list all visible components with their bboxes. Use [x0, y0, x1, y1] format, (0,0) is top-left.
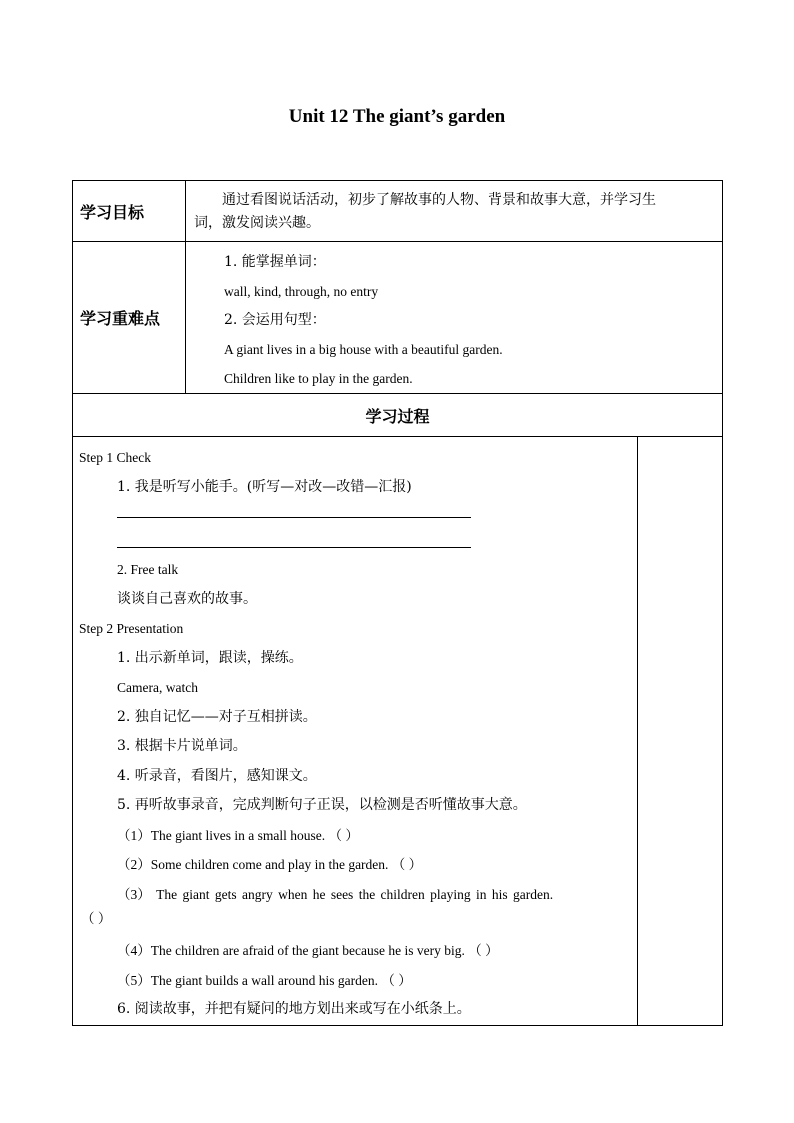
goal-row [73, 181, 723, 242]
goal-content [186, 181, 723, 242]
step-2-words: Camera, watch [117, 680, 198, 695]
lesson-plan-table [72, 180, 723, 1026]
step-2-item-4: 4. 听录音，看图片，感知课文。 [117, 767, 317, 784]
goal-line-1: 通过看图说话活动，初步了解故事的人物、背景和故事大意，并学习生 [222, 192, 656, 208]
step-2-item-6: 6. 阅读故事，并把有疑问的地方划出来或写在小纸条上。 [117, 1001, 471, 1017]
focus-words: wall, kind, through, no entry [224, 284, 379, 299]
process-heading-row [73, 394, 723, 437]
goal-label: 学习目标 [73, 181, 186, 242]
question-4: （4）The children are afraid of the giant because he is very big. （ ） [117, 943, 499, 958]
focus-content [186, 242, 723, 394]
focus-row [73, 242, 723, 394]
step-2-item-2: 2. 独自记忆——对子互相拼读。 [117, 708, 317, 725]
question-1: （1）The giant lives in a small house. （ ） [117, 827, 359, 843]
question-3: （3） The giant gets angry when he sees the children playing in his garden. [117, 886, 554, 902]
process-row [73, 437, 723, 1026]
step-1-item-2: 2. Free talk [117, 562, 179, 577]
step-2-item-1: 1. 出示新单词，跟读，操练。 [117, 649, 303, 666]
question-5: （5）The giant builds a wall around his garden. （ ） [117, 972, 412, 988]
focus-label: 学习重难点 [73, 242, 186, 394]
focus-item-2: 2. 会运用句型： [224, 312, 326, 328]
step-2-heading: Step 2 Presentation [79, 621, 184, 636]
page-title: Unit 12 The giant’s garden [288, 106, 506, 127]
process-heading: 学习过程 [73, 394, 723, 437]
notes-column [638, 437, 723, 1026]
focus-sentence-2: Children like to play in the garden. [224, 371, 413, 386]
step-1-item-2-desc: 谈谈自己喜欢的故事。 [117, 590, 257, 607]
step-2-item-5: 5. 再听故事录音，完成判断句子正误，以检测是否听懂故事大意。 [117, 797, 527, 813]
step-1-item-1: 1. 我是听写小能手。(听写—对改—改错—汇报) [117, 478, 412, 495]
process-content [73, 437, 638, 1026]
question-2: （2）Some children come and play in the garden. （ ） [117, 857, 423, 872]
question-3-blank: （ ） [81, 911, 112, 926]
focus-item-1: 1. 能掌握单词： [224, 254, 326, 270]
focus-sentence-1: A giant lives in a big house with a beautiful garden. [224, 342, 503, 357]
goal-line-2: 词，激发阅读兴趣。 [194, 215, 320, 231]
step-2-item-3: 3. 根据卡片说单词。 [117, 738, 247, 754]
step-1-heading: Step 1 Check [79, 450, 151, 465]
